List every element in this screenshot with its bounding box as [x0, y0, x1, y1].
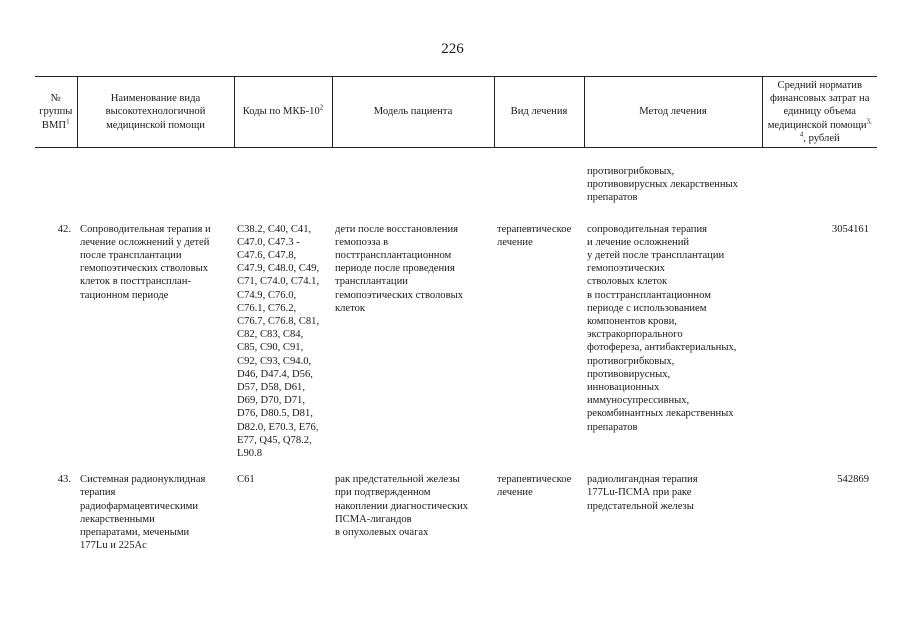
- care-type-cell: Системная радионуклидная терапия радиофармацевтическими лекарственными препаратами, мечеными 177Lu и 225Ac: [80, 474, 206, 552]
- header-icd-codes-text: Коды по МКБ-10: [242, 106, 320, 118]
- table-row: [35, 473, 877, 552]
- header-patient-model: Модель пациента: [332, 77, 494, 148]
- table-row-continuation: [35, 148, 877, 223]
- cost-norm-cell: 542869: [837, 474, 869, 486]
- page-number: 226: [441, 41, 464, 57]
- patient-model-cell: рак предстательной железы при подтвержденном накоплении диагностических ПСМА-лигандов в опухолевых очагах: [335, 474, 469, 539]
- header-group-number-line2: группы: [39, 106, 73, 118]
- header-group-number-footnote: 1: [66, 117, 70, 126]
- treatment-type-cell: терапевтическое лечение: [497, 223, 572, 248]
- header-cost-norm-text: Средний норматив финансовых затрат на единицу объема медицинской помощи: [767, 79, 870, 131]
- header-group-number-line3: ВМП: [41, 119, 67, 131]
- header-treatment-type: Вид лечения: [494, 77, 584, 148]
- header-group-number-line1: №: [50, 93, 61, 105]
- continuation-method-cell: противогрибковых, противовирусных лекарственных препаратов: [587, 166, 738, 204]
- table-header-row: [35, 77, 877, 148]
- header-cost-norm-tail: , рублей: [803, 132, 840, 144]
- treatment-type-cell: терапевтическое лечение: [497, 474, 572, 499]
- header-treatment-method: Метод лечения: [584, 77, 762, 148]
- row-number-cell: 43.: [57, 474, 71, 486]
- header-icd-codes: [234, 77, 332, 148]
- header-icd-codes-footnote: 2: [319, 103, 324, 112]
- row-number-cell: 42.: [57, 223, 71, 235]
- header-group-number: [35, 77, 77, 148]
- header-cost-norm: [762, 77, 877, 148]
- table-row: [35, 223, 877, 474]
- treatment-method-cell: радиолигандная терапия 177Lu-ПСМА при раке предстательной железы: [587, 474, 698, 512]
- icd-codes-cell: C61: [237, 474, 255, 486]
- header-care-type: Наименование вида высокотехнологичной медицинской помощи: [77, 77, 234, 148]
- cost-norm-cell: 3054161: [831, 223, 869, 235]
- treatment-method-cell: сопроводительная терапия и лечение осложнений у детей после трансплантации гемопоэтических стволовых клеток в посттрансплантационном периоде с использованием компонентов крови, экстракорпорального фотофереза, антибактериальных, противогрибковых, противовирусных, инновационных иммуносупрессивных, рекомбинантных лекарственных препаратов: [587, 223, 737, 433]
- header-cost-norm-footnote: 3, 4: [799, 117, 872, 139]
- care-type-cell: Сопроводительная терапия и лечение осложнений у детей после трансплантации гемопоэтических стволовых клеток в посттрансплан- тационном периоде: [80, 223, 211, 301]
- icd-codes-cell: C38.2, C40, C41, C47.0, C47.3 - C47.6, C47.8, C47.9, C48.0, C49, C71, C74.0, C74.1, C74.9, C76.0, C76.1, C76.2, C76.7, C76.8, C81, C82, C83, C84, C85, C90, C91, C92, C93, C94.0, D46, D47.4, D56, D57, D58, D61, D69, D70, D71, D76, D80.5, D81, D82.0, E70.3, E76, E77, Q45, Q78.2, L90.8: [237, 223, 320, 460]
- patient-model-cell: дети после восстановления гемопоэза в посттрансплантационном периоде после проведения трансплантации гемопоэтических стволовых клеток: [335, 223, 464, 314]
- vmp-table: [35, 76, 877, 552]
